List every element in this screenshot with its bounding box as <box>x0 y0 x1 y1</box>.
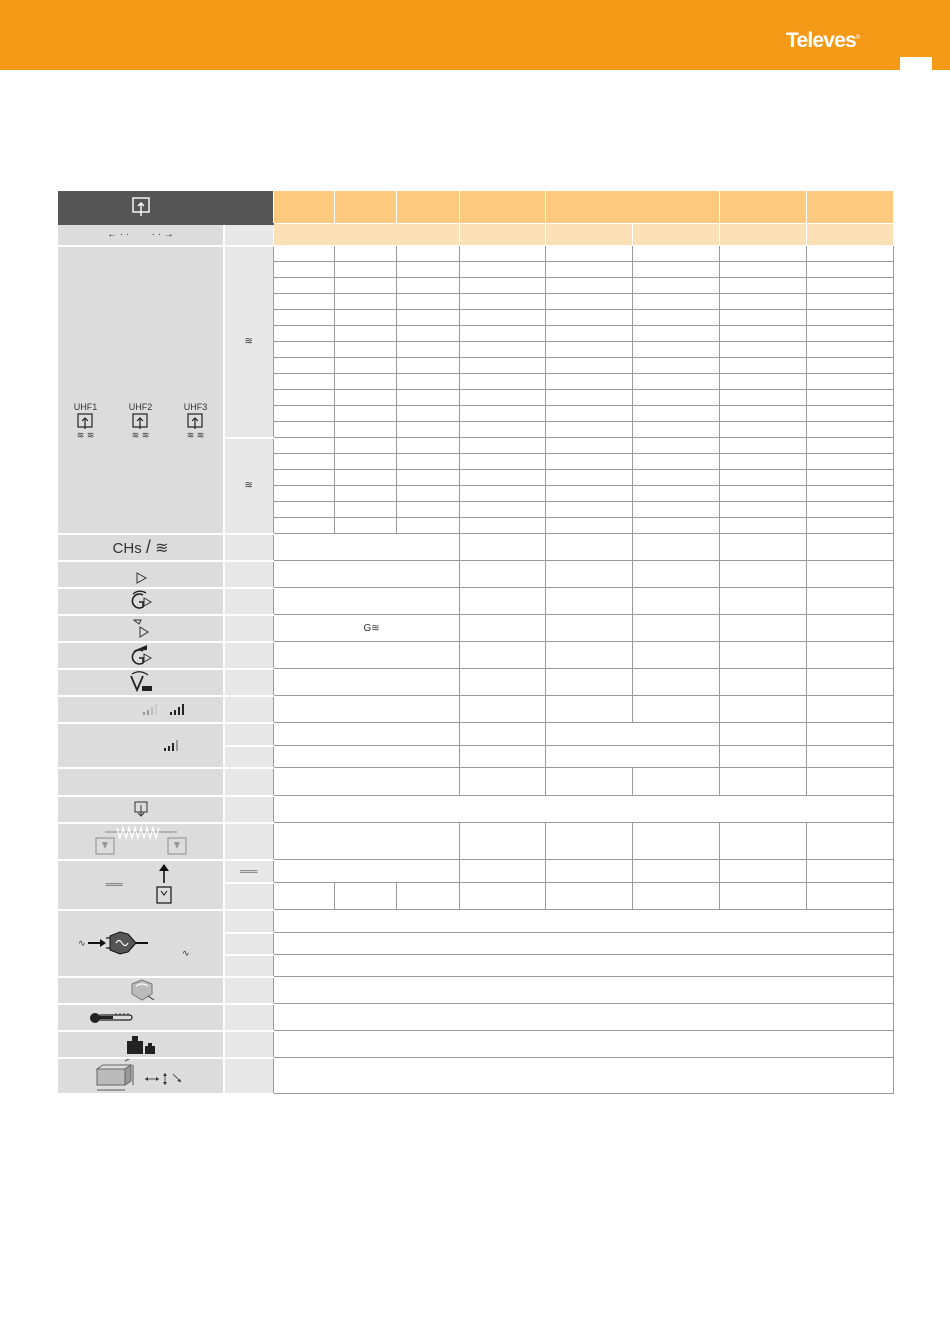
temperature-row <box>58 1004 893 1031</box>
gain-slope-label <box>58 642 224 669</box>
unit-cell <box>224 534 273 561</box>
return-loss-row <box>58 768 893 796</box>
signal-level-row <box>58 723 893 746</box>
amplifier-label <box>58 561 224 588</box>
signal-level-label <box>58 696 224 723</box>
mains-row <box>58 910 893 933</box>
model-col <box>806 191 893 224</box>
uhf-input-label: UHF3 <box>183 401 208 412</box>
unit-cell <box>224 669 273 696</box>
header-icon-cell <box>58 191 224 224</box>
unit-cell <box>224 1031 273 1058</box>
signal-level-label <box>58 723 224 768</box>
weight-label <box>58 1031 224 1058</box>
unit-cell <box>224 1058 273 1094</box>
channels-row <box>58 534 893 561</box>
gain-band-symbol: G≋ <box>363 622 380 634</box>
input-output-icon <box>133 800 149 818</box>
model-col <box>334 191 396 224</box>
power-supply-icon <box>153 863 175 907</box>
brand-logo <box>786 29 860 53</box>
signal-level-icon <box>169 702 187 716</box>
output-voltage-row <box>58 669 893 696</box>
spec-cell <box>545 224 632 246</box>
brand-mark: ® <box>855 35 860 41</box>
gain-adjust-icon <box>131 616 151 640</box>
dc-unit-cell <box>224 860 273 883</box>
uhf-input-icon <box>186 412 204 430</box>
return-loss-label <box>58 768 224 796</box>
gain-icon <box>129 589 153 613</box>
power-supply-row <box>58 860 893 883</box>
flow-row <box>58 224 893 246</box>
band-icon: ≋ <box>131 429 140 440</box>
unit-cell <box>224 561 273 588</box>
mains-plug-icon <box>76 928 206 958</box>
gain-label <box>58 588 224 615</box>
spec-cell <box>459 224 545 246</box>
unit-cell <box>224 768 273 796</box>
unit-cell <box>224 1004 273 1031</box>
uhf-input <box>129 402 153 441</box>
spec-cell <box>719 224 806 246</box>
amplifier-icon <box>135 572 147 584</box>
dc-icon: ═══ <box>240 866 258 876</box>
shielding-row <box>58 977 893 1004</box>
unit-cell <box>224 588 273 615</box>
power-supply-label <box>58 860 224 910</box>
band-unit-cell <box>224 246 273 438</box>
gain-row <box>58 588 893 615</box>
unit-cell <box>224 823 273 860</box>
uhf-input-icon <box>131 412 149 430</box>
band-icon: ≋ <box>244 336 253 347</box>
flow-label <box>58 224 224 246</box>
spec-cell <box>273 224 459 246</box>
model-col <box>396 191 459 224</box>
unit-cell <box>224 696 273 723</box>
model-col <box>545 191 719 224</box>
gain-slope-icon <box>129 643 153 667</box>
thermometer-icon <box>88 1009 136 1025</box>
uhf-input-icon <box>76 412 94 430</box>
unit-cell <box>224 642 273 669</box>
amplifier-row <box>58 561 893 588</box>
unit-cell <box>224 796 273 823</box>
signal-level-icon <box>142 702 160 716</box>
brand-name: Televes <box>786 29 856 52</box>
signal-level-icon <box>163 738 181 752</box>
band-icon: ≋ <box>86 429 95 440</box>
temperature-label <box>58 1004 224 1031</box>
signal-level-row <box>58 696 893 723</box>
unit-cell <box>224 977 273 1004</box>
arrow-in-out-icon: ← · · · · → <box>107 229 174 240</box>
output-voltage-label <box>58 669 224 696</box>
dc-icon: ═══ <box>105 880 123 890</box>
shielding-icon <box>126 978 156 1002</box>
model-col <box>459 191 545 224</box>
spec-cell <box>632 224 719 246</box>
band-unit-cell <box>224 438 273 534</box>
shielding-label <box>58 977 224 1004</box>
gain-adjust-label <box>58 615 224 642</box>
dimensions-icon <box>91 1059 191 1093</box>
svg-text:∿: ∿ <box>181 949 190 958</box>
unit-cell <box>224 224 273 246</box>
unit-cell <box>224 746 273 768</box>
band-icon: ≋ <box>186 429 195 440</box>
tv-input-icon <box>131 196 151 218</box>
spec-cell <box>806 224 893 246</box>
unit-cell <box>224 723 273 746</box>
connector-label <box>58 796 224 823</box>
uhf-input-label: UHF2 <box>128 401 153 412</box>
output-voltage-icon <box>128 670 154 694</box>
unit-cell <box>224 910 273 933</box>
gain-slope-row <box>58 642 893 669</box>
band-icon: ≋ <box>196 429 205 440</box>
band-icon: ≋ <box>244 480 253 491</box>
unit-cell <box>224 615 273 642</box>
header-unit-cell <box>224 191 273 224</box>
mains-label <box>58 910 224 977</box>
channels-label <box>58 534 224 561</box>
isolation-row <box>58 823 893 860</box>
unit-cell <box>224 933 273 955</box>
weight-icon <box>125 1033 157 1055</box>
channel-row <box>58 246 893 262</box>
uhf-input <box>184 402 208 441</box>
page-tab <box>900 57 932 73</box>
band-icon: ≋ <box>141 429 150 440</box>
isolation-label <box>58 823 224 860</box>
model-col <box>719 191 806 224</box>
gain-adjust-row <box>58 615 893 642</box>
uhf-input-label: UHF1 <box>73 401 98 412</box>
isolation-icon <box>91 824 191 858</box>
unit-cell <box>224 955 273 977</box>
connector-row <box>58 796 893 823</box>
model-col <box>273 191 334 224</box>
unit-cell <box>224 883 273 910</box>
dimensions-row <box>58 1058 893 1094</box>
dimensions-label <box>58 1058 224 1094</box>
header-row <box>58 191 893 224</box>
uhf-input <box>74 402 98 441</box>
svg-text:∿: ∿ <box>77 939 86 949</box>
weight-row <box>58 1031 893 1058</box>
uhf-inputs-label <box>58 246 224 534</box>
band-icon: ≋ <box>76 429 85 440</box>
spec-table <box>58 190 894 1095</box>
channels-band-icon: CHs / ≋ <box>112 536 169 557</box>
